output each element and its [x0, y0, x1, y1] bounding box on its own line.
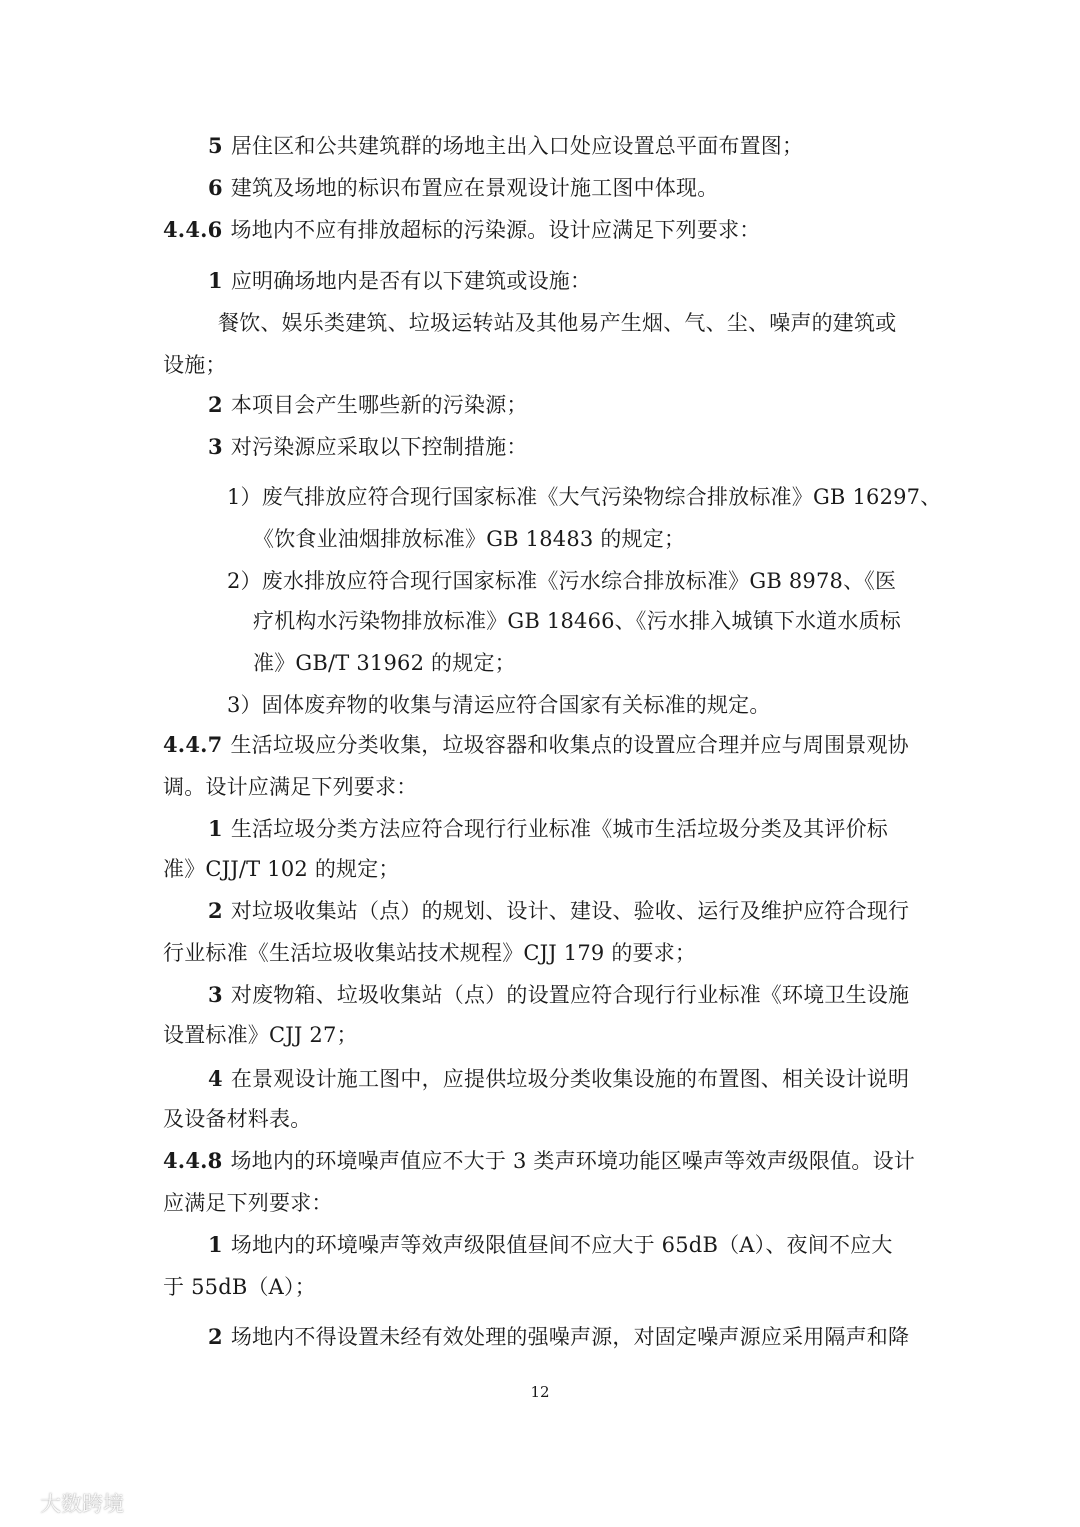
list-item	[208, 174, 738, 202]
clause-text: 场地内不应有排放超标的污染源。设计应满足下列要求：	[230, 218, 761, 242]
chat-bubble-icon	[12, 1491, 36, 1515]
item-number: 4	[208, 1066, 223, 1091]
item-text: 本项目会产生哪些新的污染源；	[230, 393, 528, 417]
list-item	[208, 267, 628, 295]
text-line: 餐饮、娱乐类建筑、垃圾运转站及其他易产生烟、气、尘、噪声的建筑或	[218, 311, 897, 335]
text-line: 准》CJJ/T 102 的规定；	[163, 857, 400, 881]
list-item	[208, 1323, 923, 1351]
item-text: 对废物箱、垃圾收集站（点）的设置应符合现行行业标准《环境卫生设施	[230, 983, 910, 1007]
item-text: 应明确场地内是否有以下建筑或设施：	[230, 269, 592, 293]
clause-heading	[163, 216, 783, 244]
item-text: 对污染源应采取以下控制措施：	[230, 435, 528, 459]
item-number: 2	[208, 1324, 223, 1349]
list-item	[208, 391, 548, 419]
text-line: 于 55dB（A）；	[163, 1275, 316, 1299]
item-text: 建筑及场地的标识布置应在景观设计施工图中体现。	[230, 176, 719, 200]
text-line: 及设备材料表。	[163, 1107, 312, 1131]
text-line: 设置标准》CJJ 27；	[163, 1023, 358, 1047]
item-number: 6	[208, 175, 223, 200]
item-number: 1	[208, 1232, 223, 1257]
clause-number: 4.4.7	[163, 732, 223, 757]
item-text: 居住区和公共建筑群的场地主出入口处应设置总平面布置图；	[230, 134, 804, 158]
page-number: 12	[530, 1383, 550, 1401]
watermark-text: 大数跨境	[40, 1492, 124, 1516]
watermark	[12, 1488, 124, 1518]
item-text: 场地内不得设置未经有效处理的强噪声源，对固定噪声源应采用隔声和降	[230, 1325, 910, 1349]
item-number: 1	[208, 816, 223, 841]
text-line: 《饮食业油烟排放标准》GB 18483 的规定；	[253, 527, 686, 551]
text-line: 设施；	[163, 353, 227, 377]
text-line: 行业标准《生活垃圾收集站技术规程》CJJ 179 的要求；	[163, 941, 697, 965]
item-text: 场地内的环境噪声等效声级限值昼间不应大于 65dB（A）、夜间不应大	[230, 1233, 893, 1257]
item-number: 2	[208, 898, 223, 923]
item-number: 5	[208, 133, 223, 158]
text-line: 准》GB/T 31962 的规定；	[253, 651, 516, 675]
sub-item: 2）废水排放应符合现行国家标准《污水综合排放标准》GB 8978、《医	[227, 569, 897, 593]
list-item	[208, 897, 923, 925]
item-text: 生活垃圾分类方法应符合现行行业标准《城市生活垃圾分类及其评价标	[230, 817, 889, 841]
list-item	[208, 1231, 923, 1259]
item-number: 1	[208, 268, 223, 293]
item-number: 3	[208, 434, 223, 459]
text-line: 疗机构水污染物排放标准》GB 18466、《污水排入城镇下水道水质标	[253, 609, 901, 633]
sub-item: 3）固体废弃物的收集与清运应符合国家有关标准的规定。	[227, 693, 771, 717]
item-text: 在景观设计施工图中，应提供垃圾分类收集设施的布置图、相关设计说明	[230, 1067, 910, 1091]
clause-text: 生活垃圾应分类收集，垃圾容器和收集点的设置应合理并应与周围景观协	[230, 733, 909, 757]
text-line: 应满足下列要求：	[163, 1191, 333, 1215]
clause-number: 4.4.6	[163, 217, 223, 242]
list-item	[208, 132, 808, 160]
item-number: 2	[208, 392, 223, 417]
clause-text: 场地内的环境噪声值应不大于 3 类声环境功能区噪声等效声级限值。设计	[230, 1149, 915, 1173]
sub-item: 1）废气排放应符合现行国家标准《大气污染物综合排放标准》GB 16297、	[227, 485, 942, 509]
list-item	[208, 815, 923, 843]
clause-number: 4.4.8	[163, 1148, 223, 1173]
list-item	[208, 433, 568, 461]
list-item	[208, 981, 923, 1009]
item-number: 3	[208, 982, 223, 1007]
clause-heading	[163, 731, 923, 759]
list-item	[208, 1065, 923, 1093]
clause-heading	[163, 1147, 923, 1175]
item-text: 对垃圾收集站（点）的规划、设计、建设、验收、运行及维护应符合现行	[230, 899, 910, 923]
text-line: 调。设计应满足下列要求：	[163, 775, 418, 799]
